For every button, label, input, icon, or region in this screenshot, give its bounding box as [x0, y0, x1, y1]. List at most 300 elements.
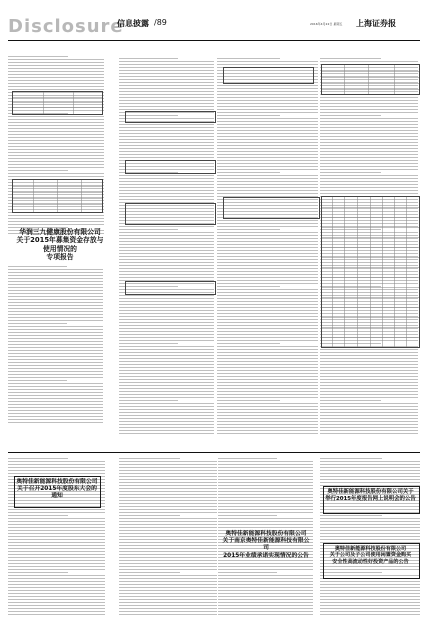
text-line — [320, 403, 418, 404]
text-line — [218, 599, 313, 600]
text-line — [8, 272, 103, 273]
text-line — [119, 307, 214, 308]
text-line — [217, 370, 318, 371]
text-line — [119, 527, 217, 528]
text-line — [217, 424, 318, 425]
text-lines — [119, 458, 217, 617]
text-line — [119, 130, 214, 131]
text-line — [217, 64, 318, 65]
text-line — [320, 139, 418, 140]
text-line — [218, 527, 313, 528]
text-line — [8, 266, 67, 267]
text-line — [119, 193, 214, 194]
data-table — [12, 179, 103, 213]
text-line — [8, 518, 105, 519]
text-line — [217, 85, 318, 86]
text-line — [320, 524, 420, 525]
data-table — [223, 67, 314, 84]
text-line — [8, 86, 104, 87]
text-line — [119, 346, 214, 347]
text-line — [119, 403, 214, 404]
column-1-bottom — [8, 266, 103, 426]
text-line — [119, 328, 214, 329]
text-line — [217, 385, 318, 386]
text-line — [217, 265, 318, 266]
text-line — [8, 605, 105, 606]
notice-title-line: 关于2015年募集资金存放与使用情况的 — [16, 236, 104, 253]
text-line — [8, 596, 105, 597]
text-line — [217, 226, 318, 227]
text-line — [217, 103, 318, 104]
text-line — [119, 584, 217, 585]
text-line — [217, 154, 318, 155]
text-line — [8, 395, 103, 396]
text-line — [8, 566, 105, 567]
text-line — [217, 232, 318, 233]
text-line — [119, 521, 217, 522]
text-line — [119, 524, 217, 525]
text-line — [320, 479, 420, 480]
text-line — [119, 560, 217, 561]
text-line — [8, 392, 103, 393]
text-line — [320, 361, 418, 362]
text-line — [320, 193, 418, 194]
text-line — [320, 527, 420, 528]
text-line — [217, 220, 318, 221]
notice-title-line: 奥特佳新能源科技股份有限公司关于 — [327, 489, 414, 495]
text-line — [217, 91, 318, 92]
text-line — [119, 358, 214, 359]
text-line — [218, 524, 313, 525]
text-line — [320, 115, 381, 116]
text-line — [119, 343, 178, 344]
text-line — [217, 262, 318, 263]
text-line — [119, 145, 214, 146]
text-line — [217, 136, 318, 137]
text-line — [217, 322, 318, 323]
text-line — [320, 118, 418, 119]
text-line — [217, 166, 318, 167]
text-line — [217, 316, 318, 317]
text-line — [217, 229, 280, 230]
text-line — [217, 325, 318, 326]
text-line — [119, 515, 180, 516]
text-line — [320, 169, 418, 170]
text-line — [320, 376, 418, 377]
notice-title-3 — [220, 531, 312, 560]
text-line — [320, 461, 420, 462]
text-line — [320, 358, 418, 359]
text-line — [119, 415, 214, 416]
text-line — [217, 115, 280, 116]
text-line — [320, 157, 418, 158]
text-line — [8, 146, 104, 147]
text-line — [119, 109, 214, 110]
column-6 — [119, 458, 217, 618]
text-line — [218, 491, 313, 492]
text-line — [320, 184, 418, 185]
text-line — [320, 367, 418, 368]
column-8 — [320, 458, 420, 618]
text-line — [320, 473, 420, 474]
text-line — [119, 250, 214, 251]
text-line — [119, 400, 178, 401]
text-line — [320, 467, 420, 468]
text-line — [119, 506, 217, 507]
newspaper-name: 上海证券报 — [356, 18, 396, 28]
notice-title-2 — [15, 479, 99, 501]
text-line — [8, 533, 105, 534]
text-line — [218, 563, 313, 564]
text-line — [119, 190, 214, 191]
text-line — [217, 253, 318, 254]
text-line — [8, 311, 103, 312]
text-line — [320, 364, 418, 365]
text-line — [8, 365, 103, 366]
text-line — [217, 259, 318, 260]
text-line — [8, 611, 105, 612]
text-line — [217, 274, 318, 275]
text-line — [8, 290, 103, 291]
text-line — [218, 464, 313, 465]
text-line — [218, 587, 313, 588]
text-line — [217, 193, 318, 194]
text-line — [217, 400, 280, 401]
text-line — [119, 256, 214, 257]
text-line — [8, 218, 104, 219]
text-line — [320, 536, 420, 537]
text-line — [119, 590, 217, 591]
text-line — [320, 148, 418, 149]
text-line — [119, 157, 214, 158]
text-line — [119, 433, 214, 434]
text-line — [320, 133, 418, 134]
text-line — [8, 314, 103, 315]
text-line — [217, 343, 280, 344]
text-line — [119, 76, 214, 77]
text-line — [218, 596, 313, 597]
text-line — [119, 427, 214, 428]
notice-title-line: 关于公司及子公司使用闲置资金购买 — [329, 552, 412, 559]
text-line — [218, 470, 313, 471]
text-line — [320, 424, 418, 425]
text-line — [119, 151, 214, 152]
text-line — [320, 154, 418, 155]
text-line — [119, 533, 217, 534]
text-line — [217, 112, 318, 113]
text-line — [218, 506, 313, 507]
text-line — [119, 82, 214, 83]
text-line — [320, 421, 418, 422]
text-line — [8, 338, 103, 339]
data-table — [12, 91, 103, 115]
text-line — [217, 109, 318, 110]
text-line — [119, 572, 180, 573]
text-line — [320, 145, 418, 146]
header-divider — [8, 40, 420, 41]
text-line — [119, 605, 217, 606]
text-line — [119, 488, 217, 489]
text-line — [320, 415, 418, 416]
text-line — [217, 244, 318, 245]
text-line — [119, 614, 217, 615]
text-line — [8, 128, 104, 129]
text-line — [8, 302, 103, 303]
text-line — [320, 539, 420, 540]
text-line — [320, 581, 420, 582]
text-line — [218, 518, 313, 519]
text-line — [8, 509, 105, 510]
text-line — [217, 421, 318, 422]
text-line — [119, 382, 214, 383]
text-line — [320, 103, 418, 104]
text-line — [320, 142, 418, 143]
text-line — [8, 590, 105, 591]
text-line — [217, 433, 318, 434]
text-line — [119, 73, 214, 74]
text-line — [218, 521, 313, 522]
text-line — [119, 545, 217, 546]
text-line — [320, 121, 418, 122]
text-line — [8, 323, 67, 324]
text-line — [218, 602, 313, 603]
text-line — [119, 124, 214, 125]
text-line — [320, 160, 418, 161]
text-line — [217, 139, 318, 140]
text-line — [119, 334, 214, 335]
text-line — [119, 602, 217, 603]
text-line — [8, 362, 103, 363]
text-line — [217, 121, 318, 122]
text-line — [119, 373, 214, 374]
text-line — [119, 385, 214, 386]
text-line — [8, 410, 103, 411]
text-line — [8, 173, 104, 174]
text-line — [119, 349, 214, 350]
text-line — [119, 611, 217, 612]
text-line — [218, 488, 313, 489]
text-line — [8, 545, 105, 546]
text-line — [8, 386, 103, 387]
text-line — [119, 379, 214, 380]
text-line — [218, 503, 313, 504]
text-line — [8, 548, 105, 549]
text-line — [8, 557, 105, 558]
text-line — [119, 421, 214, 422]
text-line — [119, 58, 178, 59]
text-line — [8, 134, 104, 135]
text-lines — [320, 458, 420, 617]
text-line — [119, 352, 214, 353]
text-line — [8, 587, 105, 588]
text-line — [217, 304, 318, 305]
text-line — [218, 515, 277, 516]
text-line — [8, 608, 105, 609]
text-line — [8, 347, 103, 348]
text-line — [320, 388, 418, 389]
text-line — [217, 127, 318, 128]
text-line — [218, 458, 277, 459]
text-line — [8, 284, 103, 285]
text-line — [119, 268, 214, 269]
text-line — [8, 326, 103, 327]
text-line — [320, 584, 420, 585]
text-line — [8, 416, 103, 417]
text-line — [217, 133, 318, 134]
text-line — [320, 109, 418, 110]
text-line — [218, 494, 313, 495]
text-line — [218, 476, 313, 477]
text-line — [119, 226, 214, 227]
text-line — [320, 349, 418, 350]
publish-date: 2016年4月22日 星期五 — [310, 22, 343, 26]
text-line — [217, 307, 318, 308]
newspaper-section-brand: Disclosure — [8, 16, 124, 37]
page-header — [0, 0, 428, 38]
text-line — [8, 152, 104, 153]
text-line — [217, 97, 318, 98]
text-line — [8, 344, 103, 345]
text-line — [119, 479, 217, 480]
text-line — [119, 64, 214, 65]
text-line — [8, 71, 104, 72]
text-line — [8, 599, 105, 600]
text-line — [119, 500, 217, 501]
text-line — [119, 370, 214, 371]
text-line — [119, 482, 217, 483]
text-line — [320, 530, 420, 531]
text-line — [8, 401, 103, 402]
text-line — [8, 335, 103, 336]
text-line — [320, 458, 382, 459]
text-line — [119, 596, 217, 597]
text-line — [119, 424, 214, 425]
text-line — [8, 341, 103, 342]
text-line — [8, 140, 104, 141]
text-line — [217, 289, 318, 290]
text-line — [8, 65, 104, 66]
text-line — [320, 614, 420, 615]
text-line — [218, 500, 313, 501]
column-3 — [217, 58, 318, 438]
text-line — [119, 310, 214, 311]
notice-title-1 — [15, 228, 105, 262]
text-line — [119, 563, 217, 564]
text-line — [217, 427, 318, 428]
text-line — [320, 163, 418, 164]
text-line — [320, 397, 418, 398]
text-line — [217, 313, 318, 314]
notice-title-line: 2015年业绩承诺实现情况的公告 — [223, 552, 309, 559]
text-line — [8, 353, 103, 354]
text-line — [320, 599, 420, 600]
text-line — [320, 130, 418, 131]
text-line — [217, 277, 318, 278]
text-line — [8, 329, 103, 330]
text-line — [8, 131, 104, 132]
text-line — [320, 406, 418, 407]
text-line — [119, 512, 217, 513]
text-line — [320, 370, 418, 371]
text-line — [8, 224, 104, 225]
text-line — [217, 268, 318, 269]
text-line — [119, 184, 214, 185]
notice-title-line: 奥特佳新能源科技股份有限公司 — [16, 479, 98, 485]
text-line — [8, 164, 104, 165]
text-line — [119, 103, 214, 104]
text-line — [119, 409, 214, 410]
text-line — [217, 187, 318, 188]
text-line — [217, 247, 318, 248]
text-line — [8, 578, 105, 579]
text-line — [218, 461, 313, 462]
text-line — [8, 464, 105, 465]
text-line — [119, 557, 217, 558]
text-line — [119, 277, 214, 278]
text-line — [8, 308, 103, 309]
text-line — [217, 256, 318, 257]
text-line — [320, 385, 418, 386]
text-line — [217, 319, 318, 320]
text-line — [320, 409, 418, 410]
text-line — [217, 334, 318, 335]
text-lines — [217, 58, 318, 436]
text-line — [8, 383, 103, 384]
text-line — [119, 136, 214, 137]
text-line — [320, 391, 418, 392]
text-line — [8, 281, 103, 282]
text-line — [8, 149, 104, 150]
text-line — [8, 320, 103, 321]
text-line — [8, 350, 103, 351]
text-line — [217, 367, 318, 368]
text-line — [119, 178, 214, 179]
text-line — [320, 587, 420, 588]
text-line — [119, 301, 214, 302]
text-line — [217, 88, 318, 89]
text-line — [119, 340, 214, 341]
text-line — [8, 473, 105, 474]
text-line — [217, 130, 318, 131]
text-line — [119, 548, 217, 549]
text-line — [8, 536, 105, 537]
text-line — [8, 554, 105, 555]
text-line — [119, 79, 214, 80]
text-line — [217, 190, 318, 191]
data-table — [125, 203, 216, 225]
text-line — [8, 422, 103, 423]
text-line — [217, 280, 318, 281]
text-line — [119, 337, 214, 338]
page-number: /89 — [154, 18, 167, 27]
notice-title-5 — [323, 546, 418, 565]
text-line — [8, 539, 105, 540]
text-line — [8, 377, 103, 378]
text-line — [119, 295, 214, 296]
text-line — [217, 178, 318, 179]
text-line — [320, 106, 418, 107]
text-line — [8, 305, 103, 306]
text-line — [217, 283, 318, 284]
text-line — [119, 364, 214, 365]
text-line — [119, 361, 214, 362]
text-line — [8, 155, 104, 156]
notice-title-line: 华润三九健康股份有限公司 — [19, 228, 101, 236]
text-line — [217, 355, 318, 356]
text-line — [320, 596, 420, 597]
text-line — [119, 575, 217, 576]
text-line — [320, 151, 418, 152]
